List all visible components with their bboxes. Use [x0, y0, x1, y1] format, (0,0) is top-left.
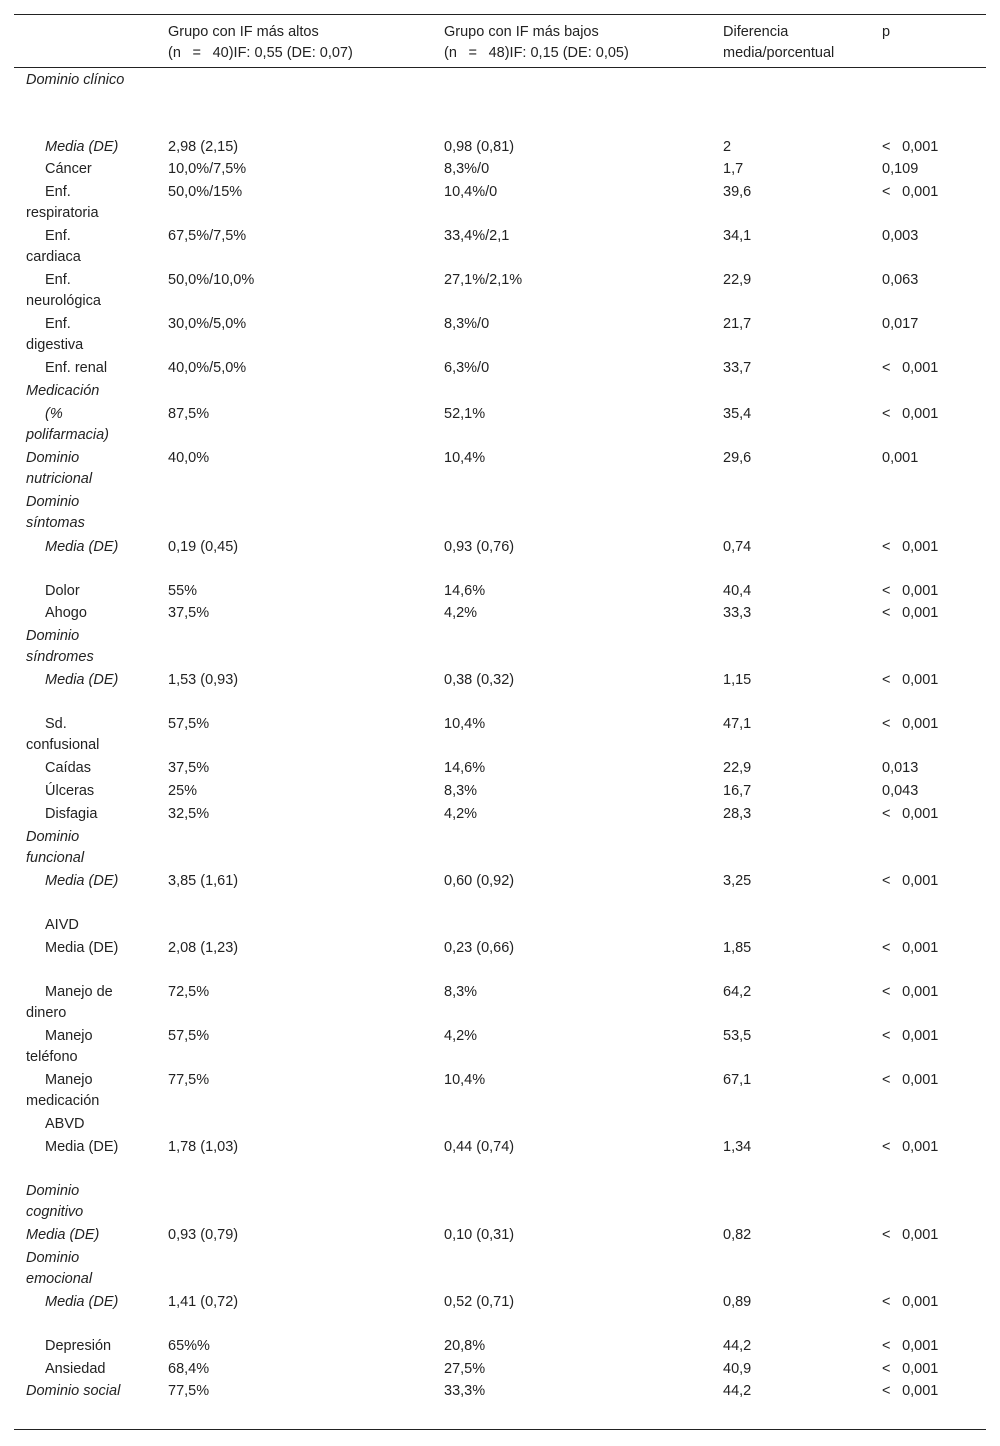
cell-p-value: 0,003	[882, 228, 919, 244]
row-label: Ansiedad	[45, 1361, 106, 1377]
cell-low-group: 4,2%	[444, 806, 478, 822]
cell-low-group: 8,3%	[444, 783, 478, 799]
row-label: ABVD	[45, 1116, 85, 1132]
cell-low-group: 33,3%	[444, 1383, 486, 1399]
cell-difference: 28,3	[723, 806, 752, 822]
cell-p-value: 0,017	[882, 316, 919, 332]
cell-high-group: 65%%	[168, 1338, 210, 1354]
cell-high-group: 57,5%	[168, 1028, 210, 1044]
row-label: Media (DE)	[45, 139, 119, 155]
cell-high-group: 40,0%/5,0%	[168, 360, 247, 376]
cell-p-value: < 0,001	[882, 583, 939, 599]
cell-p-value: < 0,001	[882, 806, 939, 822]
header-high-stats: (n = 40)IF: 0,55 (DE: 0,07)	[168, 45, 353, 61]
cell-p-value: 0,063	[882, 272, 919, 288]
cell-difference: 22,9	[723, 760, 752, 776]
cell-low-group: 10,4%/0	[444, 184, 498, 200]
row-label: Dominio cognitivo	[26, 1183, 84, 1220]
row-label: Dominio clínico	[26, 72, 125, 88]
cell-low-group: 0,60 (0,92)	[444, 873, 515, 889]
row-label: Media (DE)	[45, 873, 119, 889]
row-label: AIVD	[45, 917, 79, 933]
cell-difference: 67,1	[723, 1072, 752, 1088]
cell-low-group: 27,1%/2,1%	[444, 272, 523, 288]
cell-p-value: < 0,001	[882, 1383, 939, 1399]
cell-low-group: 8,3%/0	[444, 316, 490, 332]
cell-high-group: 72,5%	[168, 984, 210, 1000]
cell-high-group: 0,93 (0,79)	[168, 1227, 239, 1243]
cell-high-group: 0,19 (0,45)	[168, 539, 239, 555]
cell-p-value: 0,001	[882, 450, 919, 466]
cell-low-group: 0,52 (0,71)	[444, 1294, 515, 1310]
cell-low-group: 52,1%	[444, 406, 486, 422]
cell-difference: 22,9	[723, 272, 752, 288]
cell-low-group: 4,2%	[444, 605, 478, 621]
cell-high-group: 30,0%/5,0%	[168, 316, 247, 332]
cell-high-group: 1,78 (1,03)	[168, 1139, 239, 1155]
cell-low-group: 8,3%	[444, 984, 478, 1000]
cell-high-group: 1,53 (0,93)	[168, 672, 239, 688]
cell-p-value: < 0,001	[882, 360, 939, 376]
cell-p-value: < 0,001	[882, 184, 939, 200]
cell-high-group: 55%	[168, 583, 198, 599]
cell-low-group: 0,38 (0,32)	[444, 672, 515, 688]
header-diff-line1: Diferencia	[723, 24, 789, 40]
header-high-title: Grupo con IF más altos	[168, 24, 319, 40]
header-diff-line2: media/porcentual	[723, 45, 835, 61]
cell-high-group: 68,4%	[168, 1361, 210, 1377]
row-label: Dominio funcional	[26, 829, 85, 866]
row-label: Enf. neurológica	[26, 272, 101, 309]
cell-p-value: < 0,001	[882, 984, 939, 1000]
header-col-p: p	[882, 24, 891, 40]
header-col-difference	[723, 22, 834, 64]
row-label: Dominio síntomas	[26, 494, 85, 531]
cell-difference: 34,1	[723, 228, 752, 244]
cell-difference: 21,7	[723, 316, 752, 332]
row-label: Medicación	[26, 383, 100, 399]
cell-low-group: 4,2%	[444, 1028, 478, 1044]
cell-p-value: 0,109	[882, 161, 919, 177]
cell-p-value: < 0,001	[882, 1338, 939, 1354]
cell-high-group: 67,5%/7,5%	[168, 228, 247, 244]
cell-high-group: 2,98 (2,15)	[168, 139, 239, 155]
row-label: Disfagia	[45, 806, 98, 822]
cell-low-group: 10,4%	[444, 450, 486, 466]
cell-difference: 44,2	[723, 1383, 752, 1399]
row-label: Depresión	[45, 1338, 112, 1354]
header-low-title: Grupo con IF más bajos	[444, 24, 599, 40]
cell-high-group: 25%	[168, 783, 198, 799]
cell-difference: 16,7	[723, 783, 752, 799]
cell-difference: 1,7	[723, 161, 744, 177]
cell-p-value: < 0,001	[882, 1028, 939, 1044]
cell-low-group: 0,10 (0,31)	[444, 1227, 515, 1243]
cell-difference: 3,25	[723, 873, 752, 889]
cell-high-group: 50,0%/15%	[168, 184, 243, 200]
row-label: Enf. renal	[45, 360, 108, 376]
row-label: Dominio emocional	[26, 1250, 93, 1287]
cell-p-value: < 0,001	[882, 1361, 939, 1377]
row-label: Dolor	[45, 583, 80, 599]
table-top-rule	[14, 14, 986, 15]
cell-p-value: 0,013	[882, 760, 919, 776]
cell-difference: 53,5	[723, 1028, 752, 1044]
cell-low-group: 10,4%	[444, 716, 486, 732]
row-label: Manejo medicación	[26, 1072, 100, 1109]
cell-p-value: < 0,001	[882, 716, 939, 732]
cell-low-group: 0,98 (0,81)	[444, 139, 515, 155]
row-label: Caídas	[45, 760, 91, 776]
row-label: (% polifarmacia)	[26, 406, 109, 443]
cell-p-value: < 0,001	[882, 1139, 939, 1155]
cell-difference: 0,74	[723, 539, 752, 555]
cell-p-value: < 0,001	[882, 940, 939, 956]
cell-low-group: 8,3%/0	[444, 161, 490, 177]
cell-high-group: 3,85 (1,61)	[168, 873, 239, 889]
row-label: Manejo de dinero	[26, 984, 113, 1021]
cell-difference: 33,3	[723, 605, 752, 621]
table-header-rule	[14, 67, 986, 68]
cell-high-group: 77,5%	[168, 1072, 210, 1088]
cell-low-group: 0,44 (0,74)	[444, 1139, 515, 1155]
cell-difference: 44,2	[723, 1338, 752, 1354]
cell-p-value: < 0,001	[882, 1227, 939, 1243]
cell-high-group: 50,0%/10,0%	[168, 272, 255, 288]
row-label: Dominio nutricional	[26, 450, 93, 487]
cell-p-value: < 0,001	[882, 539, 939, 555]
cell-low-group: 0,23 (0,66)	[444, 940, 515, 956]
cell-difference: 47,1	[723, 716, 752, 732]
cell-p-value: < 0,001	[882, 605, 939, 621]
row-label: Media (DE)	[45, 940, 119, 956]
row-label: Úlceras	[45, 783, 95, 799]
cell-low-group: 20,8%	[444, 1338, 486, 1354]
row-label: Manejo teléfono	[26, 1028, 93, 1065]
row-label: Media (DE)	[45, 1139, 119, 1155]
cell-high-group: 32,5%	[168, 806, 210, 822]
header-low-stats: (n = 48)IF: 0,15 (DE: 0,05)	[444, 45, 629, 61]
cell-high-group: 77,5%	[168, 1383, 210, 1399]
cell-high-group: 1,41 (0,72)	[168, 1294, 239, 1310]
row-label: Ahogo	[45, 605, 87, 621]
row-label: Media (DE)	[45, 539, 119, 555]
cell-low-group: 6,3%/0	[444, 360, 490, 376]
cell-difference: 1,34	[723, 1139, 752, 1155]
cell-p-value: < 0,001	[882, 406, 939, 422]
cell-high-group: 37,5%	[168, 760, 210, 776]
row-label: Cáncer	[45, 161, 92, 177]
cell-difference: 40,4	[723, 583, 752, 599]
cell-high-group: 57,5%	[168, 716, 210, 732]
row-label: Media (DE)	[45, 1294, 119, 1310]
cell-difference: 2	[723, 139, 732, 155]
cell-difference: 33,7	[723, 360, 752, 376]
cell-high-group: 87,5%	[168, 406, 210, 422]
cell-difference: 39,6	[723, 184, 752, 200]
row-label: Enf. cardiaca	[26, 228, 81, 265]
row-label: Media (DE)	[26, 1227, 100, 1243]
cell-high-group: 2,08 (1,23)	[168, 940, 239, 956]
cell-p-value: < 0,001	[882, 672, 939, 688]
row-label: Media (DE)	[45, 672, 119, 688]
header-col-high-group	[168, 22, 353, 64]
cell-low-group: 10,4%	[444, 1072, 486, 1088]
row-label: Enf. respiratoria	[26, 184, 99, 221]
cell-high-group: 10,0%/7,5%	[168, 161, 247, 177]
cell-low-group: 14,6%	[444, 583, 486, 599]
cell-difference: 1,85	[723, 940, 752, 956]
cell-p-value: < 0,001	[882, 873, 939, 889]
cell-difference: 40,9	[723, 1361, 752, 1377]
cell-difference: 1,15	[723, 672, 752, 688]
cell-p-value: < 0,001	[882, 139, 939, 155]
cell-high-group: 37,5%	[168, 605, 210, 621]
cell-high-group: 40,0%	[168, 450, 210, 466]
row-label: Sd. confusional	[26, 716, 100, 753]
cell-low-group: 14,6%	[444, 760, 486, 776]
cell-difference: 35,4	[723, 406, 752, 422]
cell-p-value: < 0,001	[882, 1072, 939, 1088]
cell-low-group: 27,5%	[444, 1361, 486, 1377]
cell-difference: 0,89	[723, 1294, 752, 1310]
table-bottom-rule	[14, 1429, 986, 1430]
row-label: Enf. digestiva	[26, 316, 84, 353]
row-label: Dominio síndromes	[26, 628, 94, 665]
header-col-low-group	[444, 22, 629, 64]
cell-p-value: < 0,001	[882, 1294, 939, 1310]
cell-p-value: 0,043	[882, 783, 919, 799]
cell-low-group: 0,93 (0,76)	[444, 539, 515, 555]
cell-difference: 0,82	[723, 1227, 752, 1243]
cell-difference: 29,6	[723, 450, 752, 466]
cell-difference: 64,2	[723, 984, 752, 1000]
cell-low-group: 33,4%/2,1	[444, 228, 510, 244]
row-label: Dominio social	[26, 1383, 121, 1399]
